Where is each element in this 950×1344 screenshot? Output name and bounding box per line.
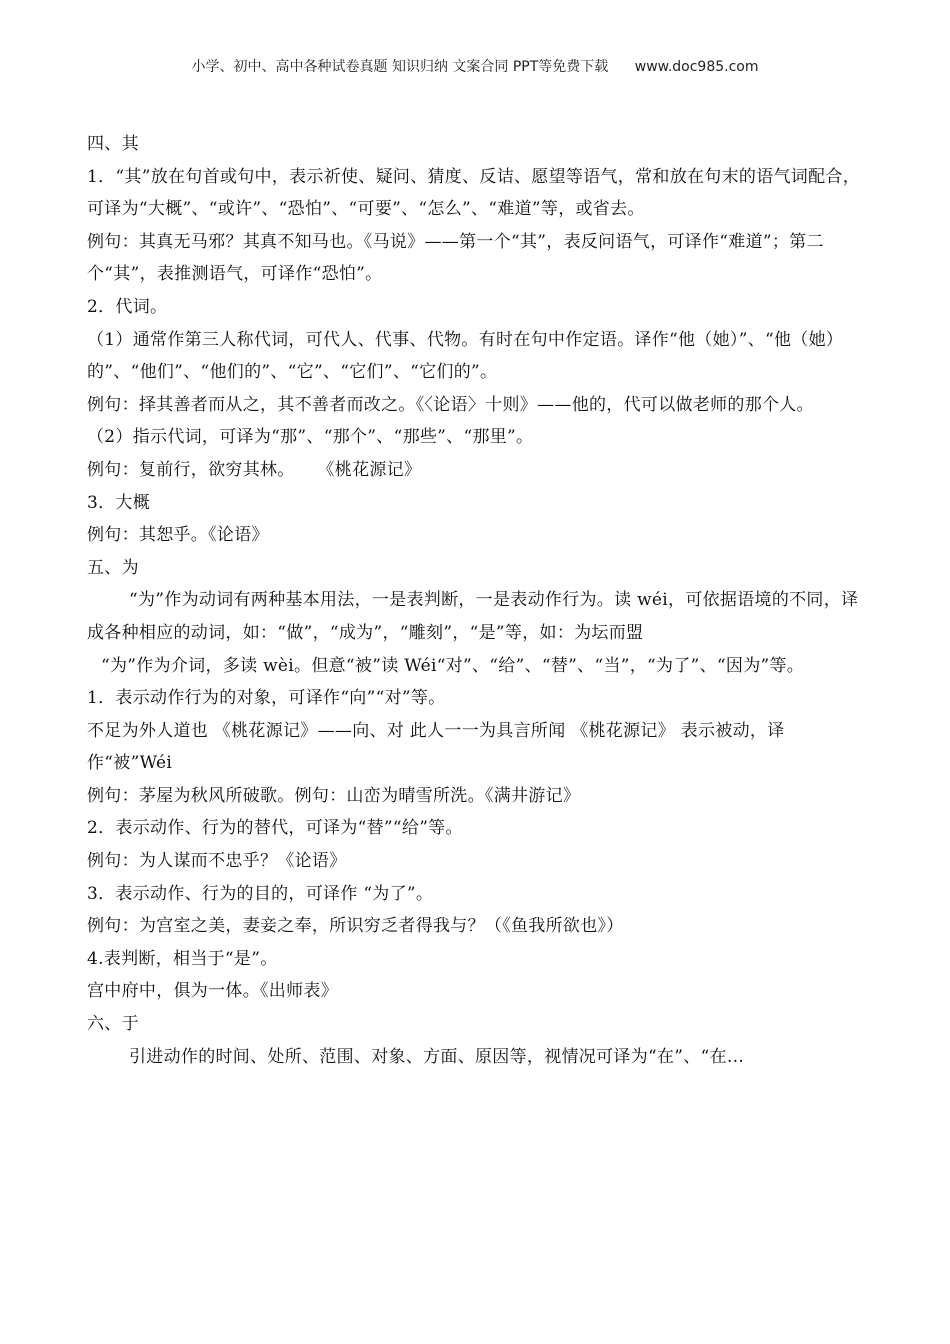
header-title: 小学、初中、高中各种试卷真题 知识归纳 文案合同 PPT等免费下载 (191, 59, 609, 75)
example-sentence: 例句：为宫室之美，妻妾之奉，所识穷乏者得我与？（《鱼我所欲也》） (87, 916, 624, 937)
subheading: 3．表示动作、行为的目的，可译作 “为了”。 (87, 883, 434, 904)
example-sentence: 例句：复前行，欲穷其林。 《桃花源记》 (87, 459, 422, 480)
paragraph: （1）通常作第三人称代词，可代人、代事、代物。有时在句中作定语。译作“他（她）”、“他（她）的”、“他们”、“他们的”、“它”、“它们”、“它们的”。 (87, 329, 844, 383)
subheading: 4.表判断，相当于“是”。 (87, 948, 278, 969)
example-sentence: 例句：其恕乎。《论语》 (87, 525, 269, 546)
subheading: 2．代词。 (87, 296, 168, 317)
subheading: 1．表示动作行为的对象，可译作“向”“对”等。 (87, 688, 446, 709)
example-sentence: 例句：其真无马邪？其真不知马也。《马说》——第一个“其”，表反问语气，可译作“难道”；第二个“其”，表推测语气，可译作“恐怕”。 (87, 231, 824, 285)
section-heading-wei: 五、为 (87, 557, 139, 578)
subheading: 3．大概 (87, 492, 151, 513)
header-site-link[interactable]: www.doc985.com (634, 59, 759, 75)
paragraph: 引进动作的时间、处所、范围、对象、方面、原因等，视情况可译为“在”、“在… (129, 1046, 745, 1067)
document-body (87, 128, 865, 1073)
paragraph: “为”作为介词，多读 wèi。但意“被”读 Wéi“对”、“给”、“替”、“当”，“为了”、“因为”等。 (101, 655, 805, 676)
subheading: 2．表示动作、行为的替代，可译为“替”“给”等。 (87, 818, 463, 839)
example-sentence: 例句：为人谋而不忠乎？《论语》 (87, 851, 347, 872)
example-sentence: 宫中府中，俱为一体。《出师表》 (87, 981, 338, 1002)
page-header (0, 56, 950, 76)
paragraph: “为”作为动词有两种基本用法，一是表判断，一是表动作行为。读 wéi，可依据语境的不同，译成各种相应的动词，如：“做”，“成为”，“雕刻”，“是”等，如：为坛而盟 (87, 590, 859, 643)
paragraph: 不足为外人道也 《桃花源记》——向、对 此人一一为具言所闻 《桃花源记》 表示被动，译作“被”Wéi (87, 720, 785, 774)
paragraph: （2）指示代词，可译为“那”、“那个”、“那些”、“那里”。 (87, 427, 534, 448)
section-heading-qi: 四、其 (87, 134, 139, 154)
paragraph: 1．“其”放在句首或句中，表示祈使、疑问、猜度、反诘、愿望等语气，常和放在句末的语气词配合，可译为“大概”、“或许”、“恐怕”、“可要”、“怎么”、“难道”等，或省去。 (87, 166, 860, 220)
example-sentence: 例句：茅屋为秋风所破歌。例句：山峦为晴雪所洗。《满井游记》 (87, 785, 581, 806)
example-sentence: 例句：择其善者而从之，其不善者而改之。《〈论语〉十则》——他的，代可以做老师的那个人。 (87, 394, 814, 415)
section-heading-yu: 六、于 (87, 1014, 139, 1035)
